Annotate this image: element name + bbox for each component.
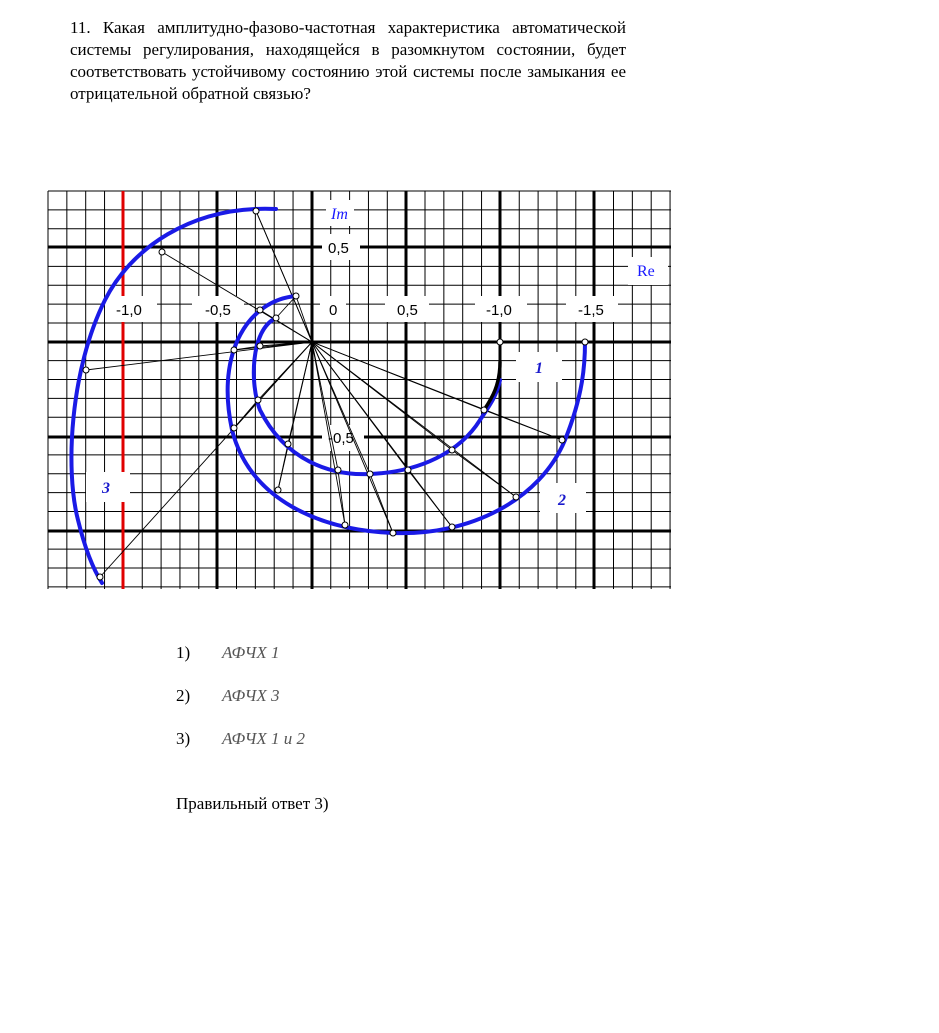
curve-label-1: 1 (535, 360, 543, 377)
answer-number: 3) (176, 729, 191, 748)
curve-3 (71, 209, 276, 583)
tick-im-neg: -0,5 (328, 430, 354, 447)
curve-label-2: 2 (558, 492, 566, 509)
curve-label-3: 3 (102, 480, 110, 497)
tick-origin: 0 (329, 302, 338, 319)
axis-im-label: Im (331, 206, 348, 223)
answer-text: АФЧХ 3 (222, 686, 280, 705)
tick-x-right-1: 0,5 (397, 302, 418, 319)
answer-text: АФЧХ 1 и 2 (222, 729, 305, 748)
tick-x-left-1: -1,0 (116, 302, 142, 319)
answer-text: АФЧХ 1 (222, 643, 280, 662)
axis-re-label: Re (637, 263, 655, 280)
question-text: 11. Какая амплитудно-фазово-частотная характеристика автоматической системы регулирования, находящейся в разомкнутом состоянии, будет соответствовать устойчивому состоянию этой системы после замыкания ее отрицательной обратной связью? (70, 18, 626, 103)
tick-im-pos: 0,5 (328, 240, 349, 257)
curves (71, 209, 585, 583)
tick-x-right-2: -1,0 (486, 302, 512, 319)
tick-x-right-3: -1,5 (578, 302, 604, 319)
correct-answer: Правильный ответ 3) (176, 794, 329, 813)
tick-x-left-2: -0,5 (205, 302, 231, 319)
answer-number: 1) (176, 643, 191, 662)
answer-number: 2) (176, 686, 191, 705)
